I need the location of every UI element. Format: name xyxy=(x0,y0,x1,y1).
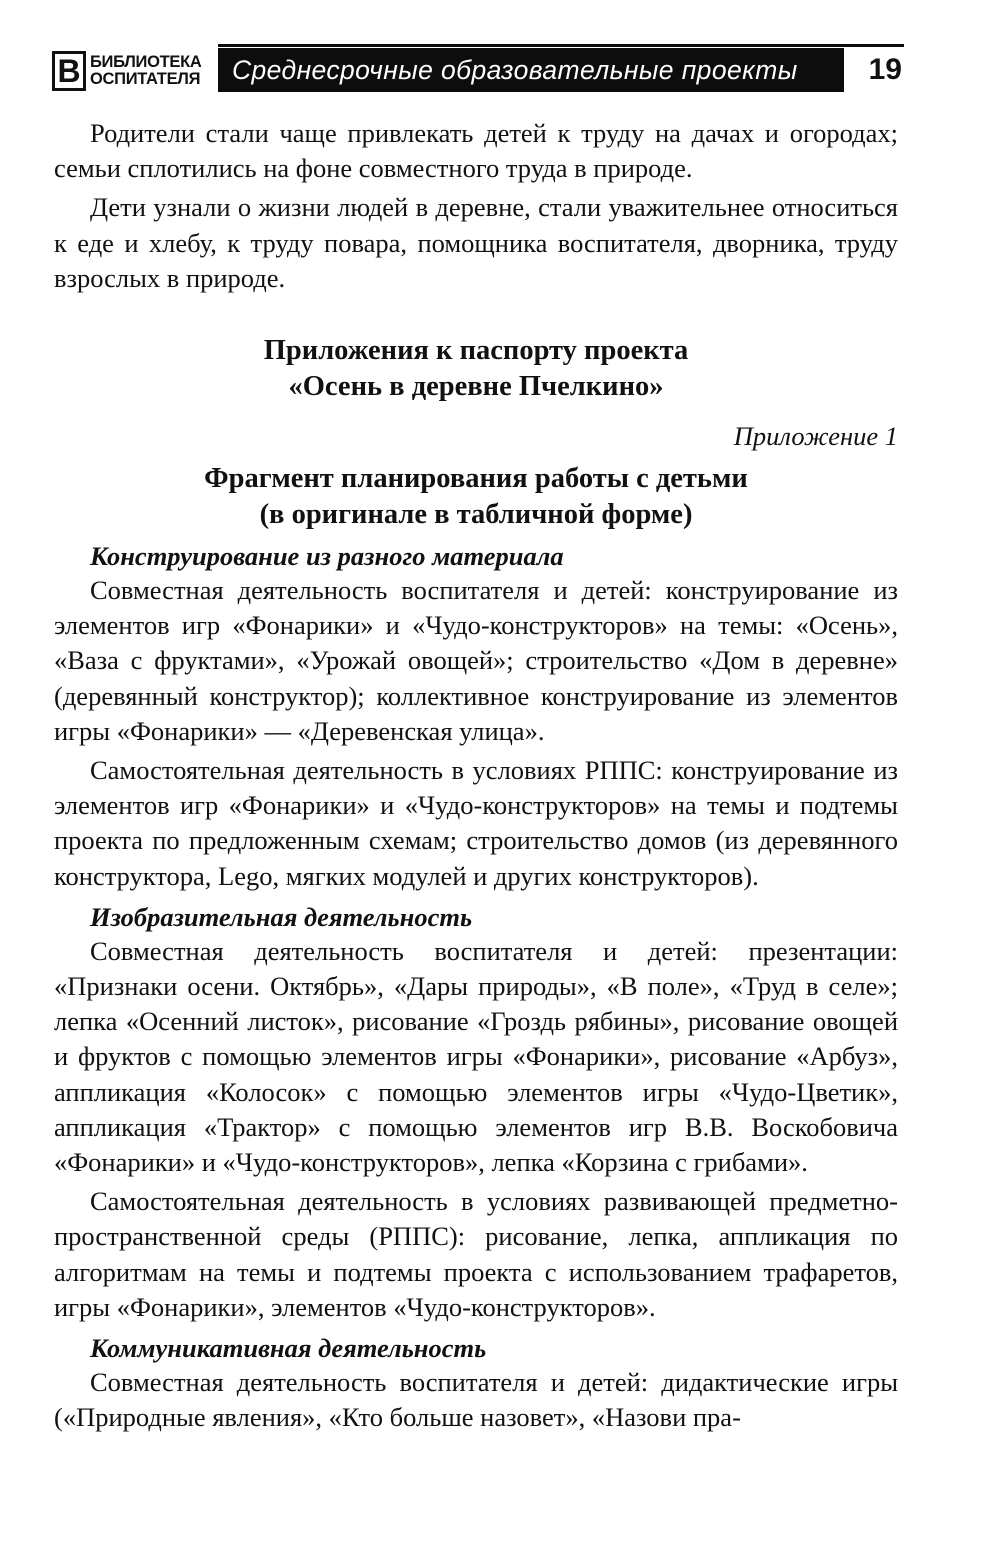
appendix-label: Приложение 1 xyxy=(733,421,898,452)
section-title-communication: Коммуникативная деятельность xyxy=(90,1333,487,1364)
fragment-heading-line-1: Фрагмент планирования работы с детьми xyxy=(204,463,748,495)
header-rule xyxy=(218,44,904,47)
fragment-heading-line-2: (в оригинале в табличной форме) xyxy=(259,499,693,531)
running-header xyxy=(52,44,902,96)
appendices-heading-line-1: Приложения к паспорту проекта xyxy=(263,335,689,367)
section-paragraph: Самостоятельная деятельность в условиях РППС: конструирование из элементов игр «Фонарики» и «Чудо-конструкторов» на темы и подтемы проекта по предложенным схемам; строительство домов (из деревянного конструктора, Lego, мягких модулей и других конструкторов). xyxy=(54,755,898,891)
section-paragraph: Совместная деятельность воспитателя и детей: конструирование из элементов игр «Фонарики» и «Чудо-конструкторов» на темы: «Осень», «Ваза с фруктами», «Урожай овощей»; строительство «Дом в деревне» (деревянный конструктор); коллективное конструирование из элементов игры «Фонарики» — «Деревенская улица». xyxy=(54,575,898,746)
intro-paragraph: Родители стали чаще привлекать детей к труду на дачах и огородах; семьи сплотились на фоне совместного труда в природе. xyxy=(54,118,898,184)
page-content xyxy=(54,116,898,1435)
section-title-bar: Среднесрочные образовательные проекты xyxy=(218,48,844,92)
appendices-heading-line-2: «Осень в деревне Пчелкино» xyxy=(288,371,664,403)
logo-line-1: БИБЛИОТЕКА xyxy=(90,53,202,71)
section-title-visual-arts: Изобразительная деятельность xyxy=(90,901,473,932)
appendices-heading xyxy=(54,333,898,405)
section-paragraph: Совместная деятельность воспитателя и детей: дидактические игры («Природные явления», «Кто больше назовет», «Назови пра- xyxy=(54,1367,898,1433)
logo-line-2: ОСПИТАТЕЛЯ xyxy=(90,70,201,88)
intro-paragraph: Дети узнали о жизни людей в деревне, стали уважительнее относиться к еде и хлебу, к труду повара, помощника воспитателя, дворника, труду взрослых в природе. xyxy=(54,192,898,293)
page-number: 19 xyxy=(868,53,902,86)
series-logo xyxy=(52,48,202,94)
section-paragraph: Совместная деятельность воспитателя и детей: презентации: «Признаки осени. Октябрь», «Дары природы», «В поле», «Труд в селе»; лепка «Осенний листок», рисование «Гроздь рябины», рисование овощей и фруктов с помощью элементов игры «Фонарики», рисование «Арбуз», аппликация «Колосок» с помощью элементов игры «Чудо-Цветик», аппликация «Трактор» с помощью элементов игр В.В. Воскобовича «Фонарики» и «Чудо-конструкторов», лепка «Корзина с грибами». xyxy=(54,935,898,1178)
section-title-construction: Конструирование из разного материала xyxy=(90,541,564,572)
fragment-heading xyxy=(54,461,898,533)
logo-text xyxy=(90,54,202,88)
logo-letter: В xyxy=(52,51,86,91)
section-paragraph: Самостоятельная деятельность в условиях развивающей предметно-пространственной среды (РППС): рисование, лепка, аппликация по алгоритмам на темы и подтемы проекта с использованием трафаретов, игры «Фонарики», элементов «Чудо-конструкторов». xyxy=(54,1186,898,1322)
